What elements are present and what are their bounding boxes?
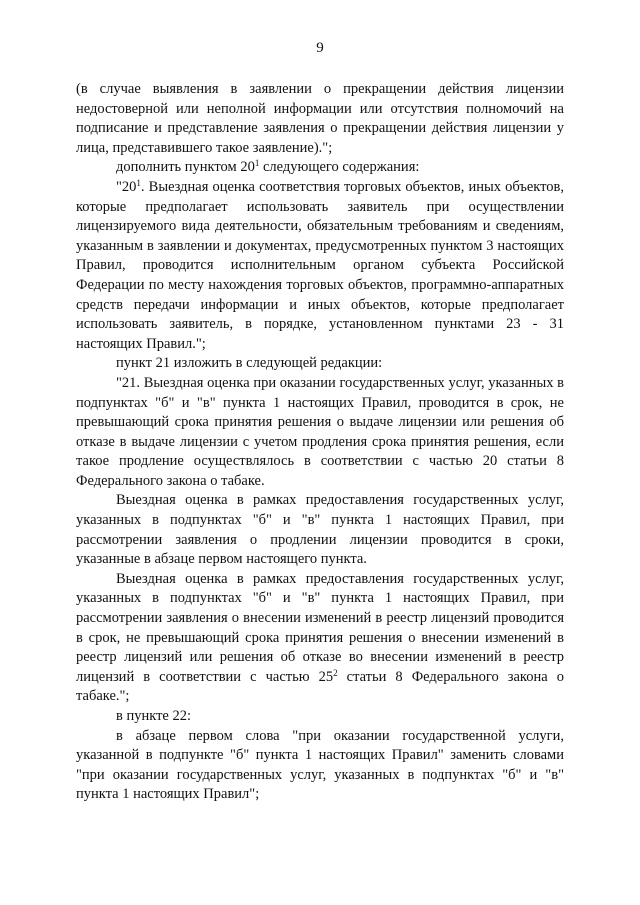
paragraph: в пункте 22: [116, 708, 192, 724]
superscript: 2 [333, 667, 338, 678]
paragraph-text: Выездная оценка в рамках предоставления государственных услуг, указанных в подпунктах "б" и "в" пункта 1 настоящих Правил, при рассмотрении заявления о внесении изменений в реестр лицензий проводится в срок, не превышающий срока принятия решения о внесении изменений в реестр лицензий или решения об отказе во внесении изменений в реестр лицензий в соответствии с частью 25 [76, 570, 564, 685]
paragraph [76, 158, 564, 178]
paragraph: Выездная оценка в рамках предоставления государственных услуг, указанных в подпунктах "б" и "в" пункта 1 настоящих Правил, при рассмотрении заявления о продлении лицензии проводится в сроки, указанные в абзаце первом настоящего пункта. [76, 492, 564, 568]
paragraph-text: "20 [116, 178, 137, 195]
paragraph-text: статьи 8 Федерального закона о табаке."; [76, 668, 564, 705]
superscript: 1 [254, 158, 260, 169]
paragraph [76, 570, 564, 707]
page-number: 9 [316, 40, 324, 56]
paragraph-text: . Выездная оценка соответствия торговых объектов, иных объектов, которые предполагает использовать заявитель при осуществлении лицензируемого вида деятельности, обязательным требованиям и сведениям, указанным в заявлении и документах, предусмотренных пунктом 3 настоящих Правил, проводится исполнительным органом субъекта Российской Федерации по месту нахождения торговых объектов, программно-аппаратных средств передачи информации и иных объектов, которые предполагает использовать заявитель, в порядке, установленном пунктами 23 - 31 настоящих Правил."; [76, 178, 564, 352]
document-body [76, 80, 564, 805]
paragraph-text: следующего содержания: [259, 159, 420, 176]
paragraph [76, 178, 564, 354]
paragraph: в абзаце первом слова "при оказании государственной услуги, указанной в подпункте "б" пункта 1 настоящих Правил" заменить словами "при оказании государственных услуг, указанных в подпунктах "б" и "в" пункта 1 настоящих Правил"; [76, 727, 564, 803]
paragraph: (в случае выявления в заявлении о прекращении действия лицензии недостоверной или неполной информации или отсутствия полномочий на подписание и представление заявления о прекращении действия лицензии у лица, представившего такое заявление)."; [76, 81, 564, 156]
superscript: 1 [136, 177, 141, 188]
paragraph: пункт 21 изложить в следующей редакции: [116, 355, 383, 372]
paragraph-text: дополнить пунктом 20 [116, 159, 255, 176]
paragraph: "21. Выездная оценка при оказании государственных услуг, указанных в подпунктах "б" и "в" пункта 1 настоящих Правил, проводится в срок, не превышающий срока принятия решения о выдаче лицензии или решения об отказе в выдаче лицензии с учетом продления срока принятия решения, если такое продление осуществлялось в соответствии с частью 20 статьи 8 Федерального закона о табаке. [76, 374, 564, 489]
